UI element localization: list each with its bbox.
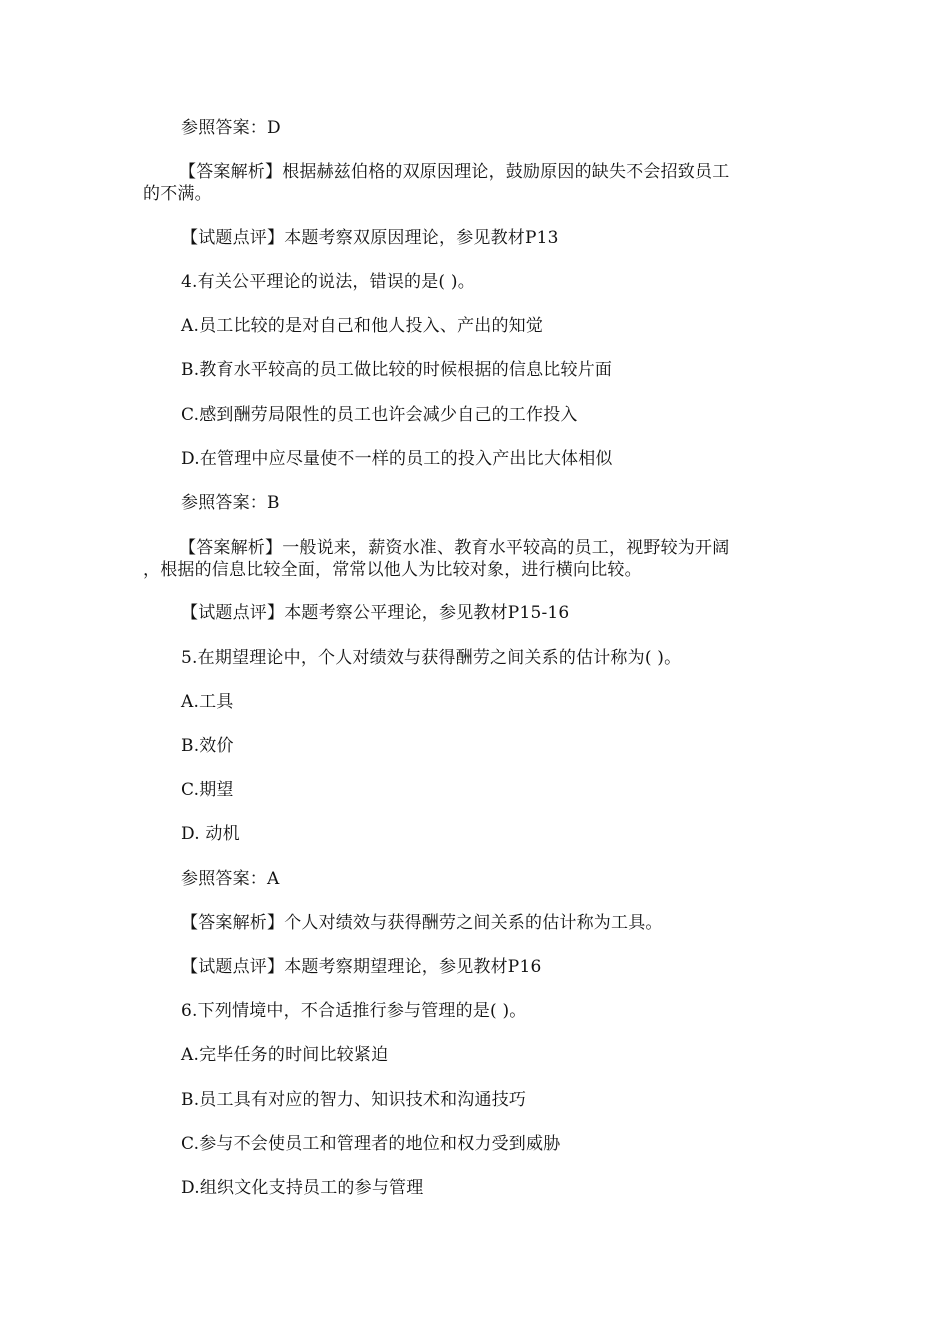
answer-line-q3: 参照答案：D bbox=[181, 118, 281, 138]
comment-line-q3: 【试题点评】本题考察双原因理论，参见教材P13 bbox=[181, 228, 559, 248]
question-4-option-d: D.在管理中应尽量使不一样的员工的投入产出比大体相似 bbox=[181, 449, 613, 469]
answer-explanation-q3 bbox=[143, 161, 808, 205]
answer-line-q5: 参照答案：A bbox=[181, 869, 280, 889]
question-6: 6.下列情境中，不合适推行参与管理的是( )。 bbox=[181, 1001, 527, 1021]
question-6-option-b: B.员工具有对应的智力、知识技术和沟通技巧 bbox=[181, 1090, 527, 1110]
answer-explanation-q5: 【答案解析】个人对绩效与获得酬劳之间关系的估计称为工具。 bbox=[181, 913, 663, 933]
question-5-option-a: A.工具 bbox=[181, 692, 234, 712]
explanation-text-q4-line1: 【答案解析】一般说来，薪资水准、教育水平较高的员工，视野较为开阔 bbox=[179, 538, 730, 558]
question-6-option-c: C.参与不会使员工和管理者的地位和权力受到威胁 bbox=[181, 1134, 561, 1154]
question-5-option-d: D. 动机 bbox=[181, 824, 240, 844]
explanation-text-q4-line2: ，根据的信息比较全面，常常以他人为比较对象，进行横向比较。 bbox=[143, 560, 642, 580]
comment-line-q5: 【试题点评】本题考察期望理论，参见教材P16 bbox=[181, 957, 542, 977]
question-4-option-b: B.教育水平较高的员工做比较的时候根据的信息比较片面 bbox=[181, 360, 613, 380]
question-5: 5.在期望理论中，个人对绩效与获得酬劳之间关系的估计称为( )。 bbox=[181, 648, 682, 668]
answer-line-q4: 参照答案：B bbox=[181, 493, 280, 513]
answer-explanation-q4 bbox=[143, 537, 808, 581]
explanation-text-q3-line2: 的不满。 bbox=[143, 184, 212, 204]
question-4-option-c: C.感到酬劳局限性的员工也许会减少自己的工作投入 bbox=[181, 405, 578, 425]
question-5-option-c: C.期望 bbox=[181, 780, 234, 800]
question-4-option-a: A.员工比较的是对自己和他人投入、产出的知觉 bbox=[181, 316, 544, 336]
question-5-option-b: B.效价 bbox=[181, 736, 234, 756]
question-6-option-d: D.组织文化支持员工的参与管理 bbox=[181, 1178, 424, 1198]
question-6-option-a: A.完毕任务的时间比较紧迫 bbox=[181, 1045, 389, 1065]
comment-line-q4: 【试题点评】本题考察公平理论，参见教材P15-16 bbox=[181, 603, 570, 623]
question-4: 4.有关公平理论的说法，错误的是( )。 bbox=[181, 272, 475, 292]
explanation-text-q3-line1: 【答案解析】根据赫兹伯格的双原因理论，鼓励原因的缺失不会招致员工 bbox=[179, 162, 730, 182]
